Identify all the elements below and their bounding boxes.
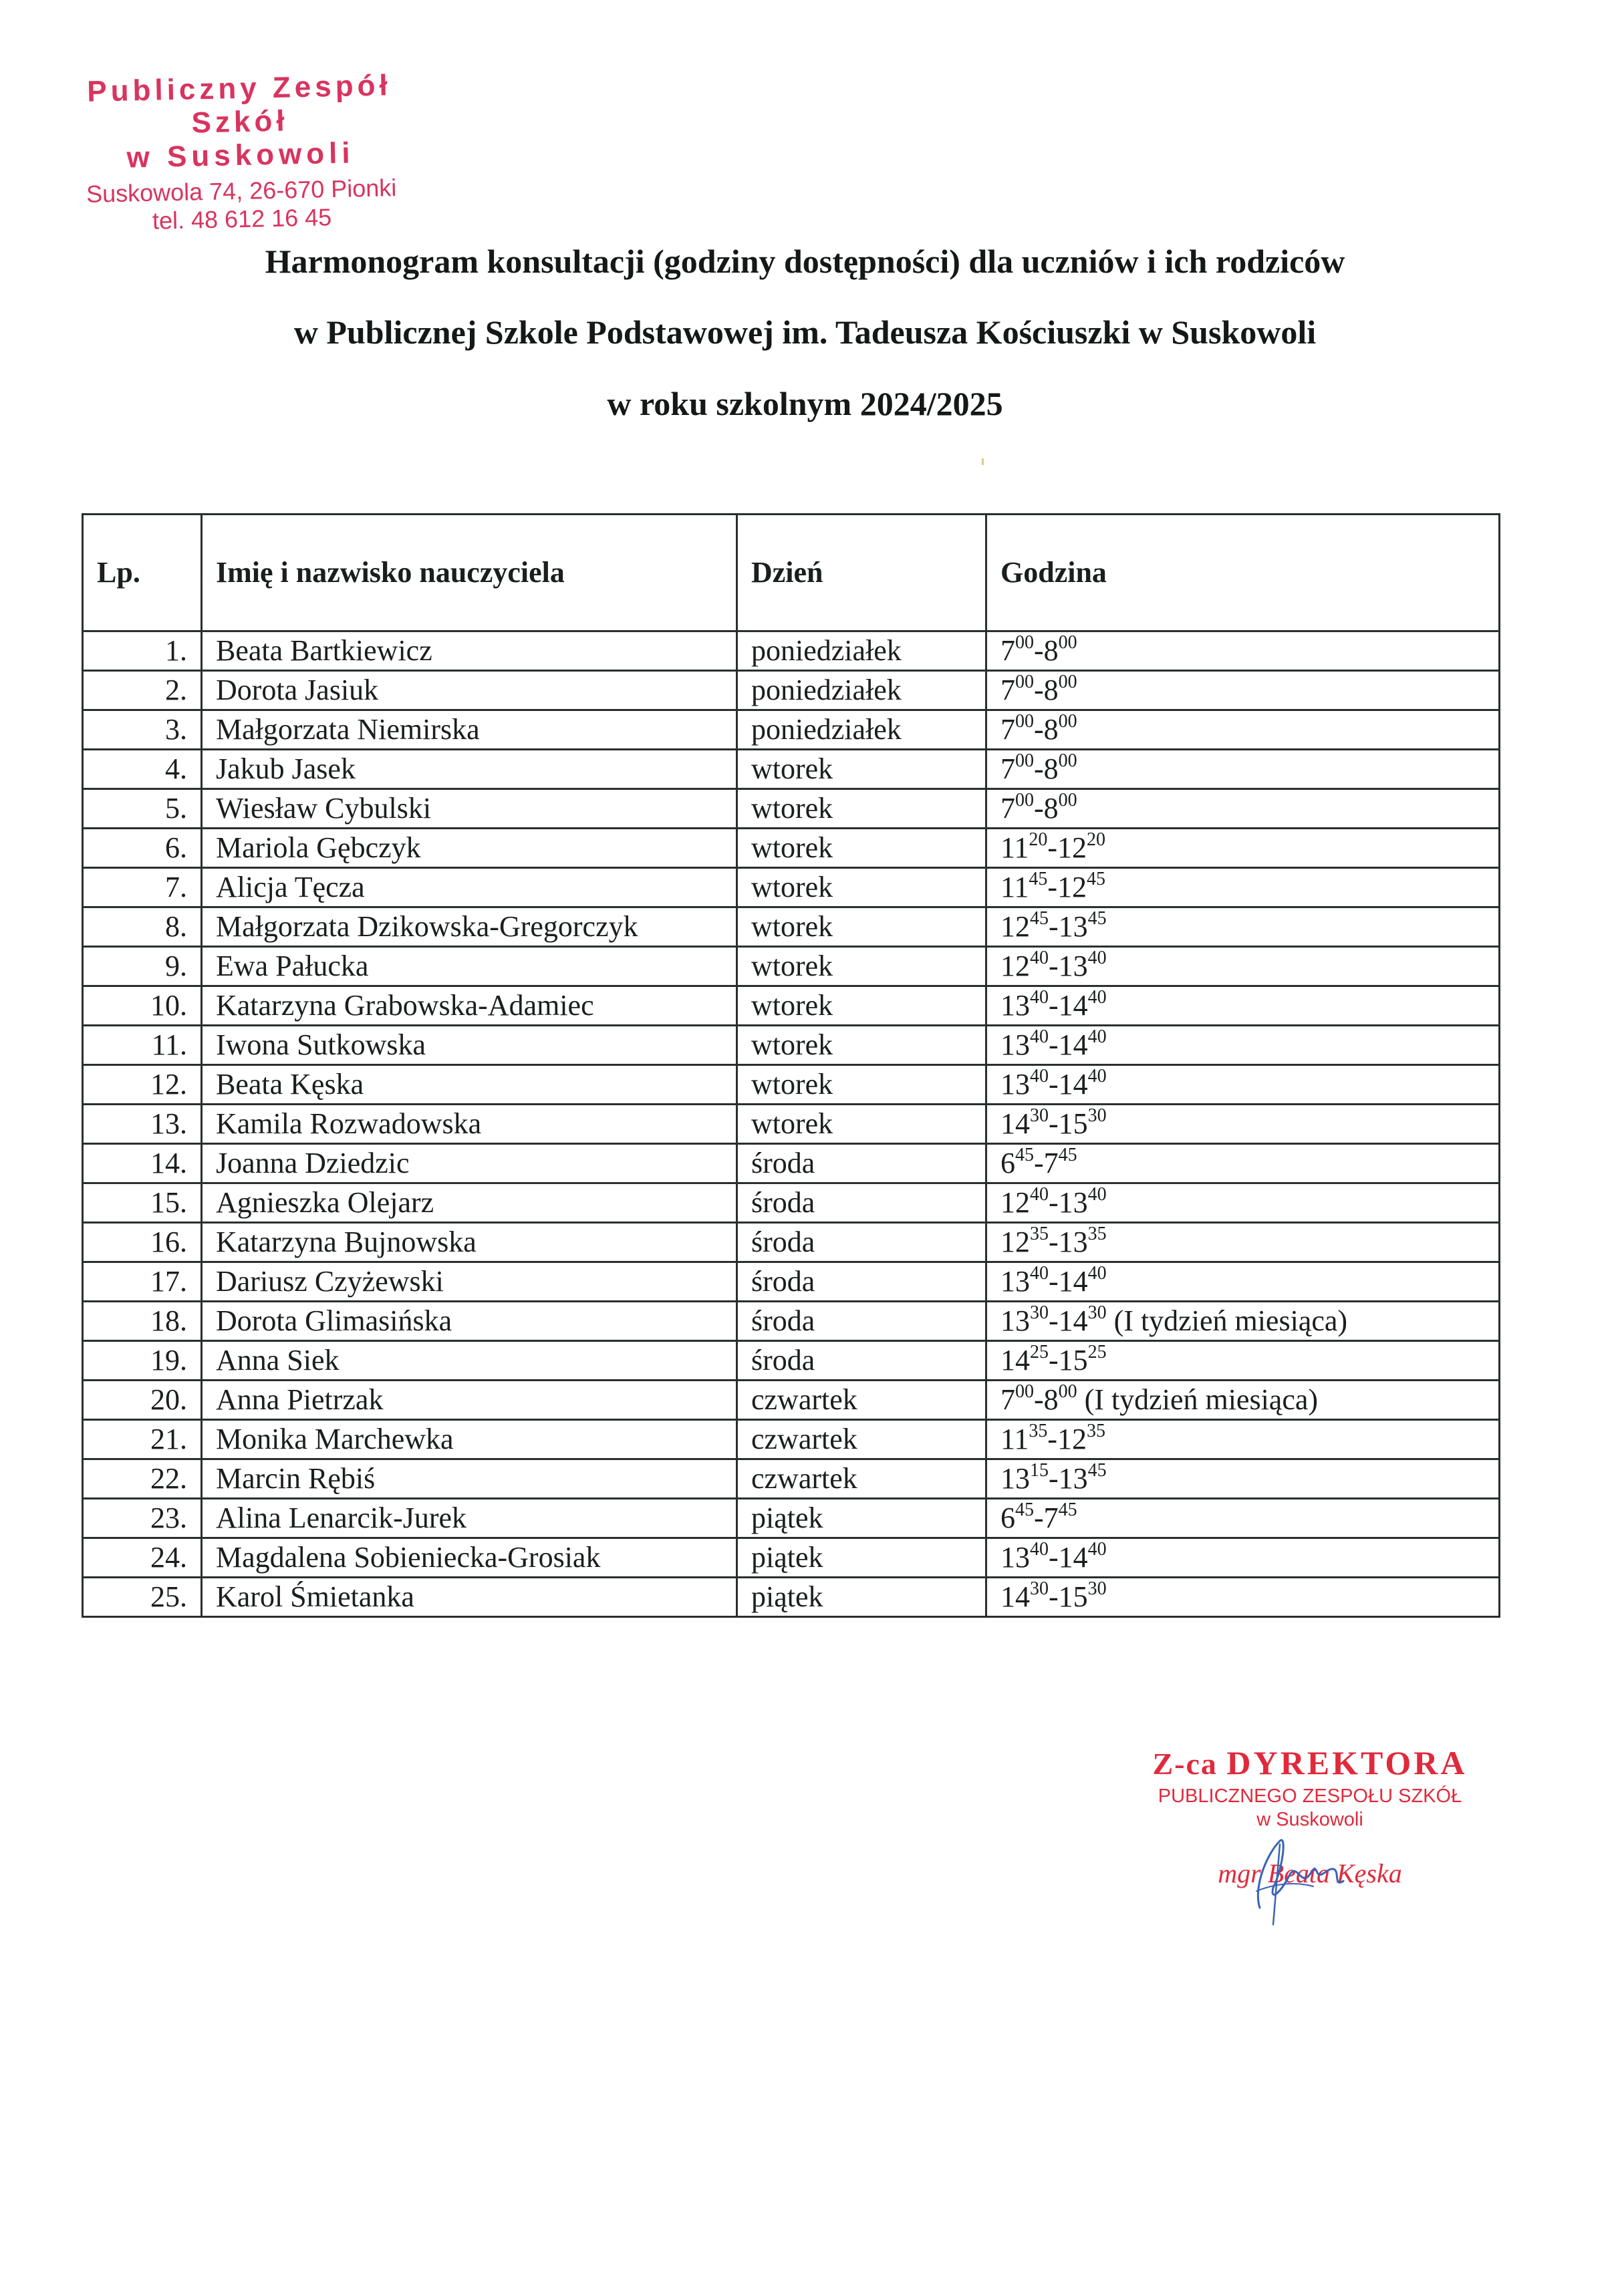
row-day: wtorek	[737, 829, 986, 868]
time-separator: -	[1047, 831, 1058, 864]
row-day: poniedziałek	[737, 710, 986, 750]
row-time	[986, 789, 1500, 829]
time-from-minute: 35	[1029, 1421, 1048, 1441]
table-row	[83, 710, 1500, 750]
row-time	[986, 1302, 1500, 1341]
time-from-minute: 45	[1015, 1499, 1034, 1520]
row-teacher-name: Anna Siek	[202, 1341, 737, 1381]
row-day: piątek	[737, 1538, 986, 1578]
time-to-minute: 00	[1058, 790, 1077, 811]
time-to-minute: 45	[1058, 1145, 1077, 1165]
row-teacher-name: Joanna Dziedzic	[202, 1144, 737, 1183]
table-row	[83, 986, 1500, 1026]
time-to-minute: 30	[1087, 1302, 1107, 1323]
time-from-minute: 40	[1030, 987, 1049, 1008]
row-lp: 2.	[83, 671, 202, 710]
table-row	[83, 1262, 1500, 1302]
row-lp: 15.	[83, 1183, 202, 1223]
time-to-hour: 8	[1043, 752, 1059, 785]
time-to-hour: 14	[1058, 1028, 1088, 1061]
time-to-minute: 30	[1087, 1105, 1107, 1126]
row-day: wtorek	[737, 1065, 986, 1105]
time-to-hour: 8	[1043, 634, 1059, 667]
row-lp: 7.	[83, 868, 202, 907]
table-row	[83, 868, 1500, 907]
time-from-hour: 13	[1000, 1304, 1030, 1337]
row-day: wtorek	[737, 986, 986, 1026]
time-from-minute: 40	[1030, 1026, 1049, 1047]
row-time	[986, 1381, 1500, 1420]
row-teacher-name: Magdalena Sobieniecka-Grosiak	[202, 1538, 737, 1578]
table-body	[83, 631, 1500, 1617]
row-time	[986, 829, 1500, 868]
row-teacher-name: Dorota Glimasińska	[202, 1302, 737, 1341]
time-to-minute: 20	[1087, 829, 1106, 850]
table-row	[83, 750, 1500, 789]
document-title-line-2: w Publicznej Szkole Podstawowej im. Tadeusza Kościuszki w Suskowoli	[293, 313, 1317, 351]
row-day: środa	[737, 1183, 986, 1223]
time-from-minute: 40	[1030, 1539, 1049, 1560]
time-separator: -	[1049, 950, 1059, 982]
time-separator: -	[1034, 1501, 1044, 1534]
row-day: czwartek	[737, 1420, 986, 1459]
row-lp: 17.	[83, 1262, 202, 1302]
row-time	[986, 1420, 1500, 1459]
time-from-minute: 25	[1030, 1342, 1049, 1362]
time-from-minute: 45	[1029, 869, 1048, 889]
table-row	[83, 1381, 1500, 1420]
time-to-minute: 35	[1087, 1421, 1106, 1441]
time-to-hour: 12	[1057, 871, 1087, 903]
time-to-minute: 25	[1087, 1342, 1107, 1362]
time-from-minute: 00	[1015, 790, 1034, 811]
row-time	[986, 1183, 1500, 1223]
row-time	[986, 868, 1500, 907]
time-to-hour: 14	[1058, 1265, 1088, 1298]
time-separator: -	[1034, 634, 1044, 667]
time-from-minute: 35	[1030, 1224, 1049, 1244]
row-day: środa	[737, 1262, 986, 1302]
time-to-minute: 40	[1087, 1263, 1107, 1284]
time-to-hour: 15	[1058, 1107, 1088, 1140]
row-lp: 19.	[83, 1341, 202, 1381]
time-to-hour: 7	[1043, 1147, 1059, 1179]
time-from-hour: 13	[1000, 1541, 1030, 1574]
time-from-minute: 30	[1030, 1578, 1049, 1599]
time-separator: -	[1049, 989, 1059, 1022]
row-teacher-name: Alina Lenarcik-Jurek	[202, 1499, 737, 1538]
time-from-minute: 40	[1030, 1184, 1049, 1205]
row-time	[986, 1262, 1500, 1302]
time-from-hour: 13	[1000, 1028, 1030, 1061]
time-from-minute: 00	[1015, 711, 1034, 732]
stamp-role-title: DYREKTORA	[1226, 1744, 1468, 1781]
table-row	[83, 1420, 1500, 1459]
document-title-line-1: Harmonogram konsultacji (godziny dostępności) dla uczniów i ich rodziców	[265, 243, 1345, 280]
time-to-minute: 40	[1087, 987, 1107, 1008]
row-day: środa	[737, 1223, 986, 1262]
table-row	[83, 1578, 1500, 1617]
time-to-minute: 00	[1058, 632, 1077, 653]
time-separator: -	[1049, 1107, 1059, 1140]
time-separator: -	[1034, 1383, 1044, 1416]
table-row	[83, 1538, 1500, 1578]
stamp-phone: tel. 48 612 16 45	[152, 203, 332, 235]
row-lp: 16.	[83, 1223, 202, 1262]
time-from-minute: 45	[1030, 908, 1049, 929]
time-from-minute: 00	[1015, 1381, 1034, 1402]
time-to-hour: 12	[1057, 831, 1087, 864]
row-teacher-name: Mariola Gębczyk	[202, 829, 737, 868]
time-separator: -	[1049, 1344, 1059, 1377]
time-to-minute: 45	[1087, 1460, 1107, 1481]
row-teacher-name: Katarzyna Grabowska-Adamiec	[202, 986, 737, 1026]
table-row	[83, 671, 1500, 710]
stamp-role-prefix: Z-ca	[1152, 1747, 1218, 1781]
time-to-hour: 7	[1043, 1501, 1059, 1534]
row-day: wtorek	[737, 1105, 986, 1144]
table-row	[83, 1144, 1500, 1183]
row-time	[986, 1538, 1500, 1578]
row-day: wtorek	[737, 1026, 986, 1065]
time-to-hour: 8	[1043, 674, 1059, 706]
time-separator: -	[1049, 1541, 1059, 1574]
time-separator: -	[1049, 1068, 1059, 1101]
time-separator: -	[1047, 1423, 1058, 1455]
row-lp: 3.	[83, 710, 202, 750]
time-from-hour: 7	[1000, 674, 1015, 706]
stamp-signatory-name: mgr Beata Kęska	[1218, 1858, 1402, 1888]
time-from-hour: 6	[1000, 1147, 1015, 1179]
table-row	[83, 947, 1500, 986]
row-lp: 4.	[83, 750, 202, 789]
header-time: Godzina	[986, 515, 1500, 631]
header-lp: Lp.	[83, 515, 202, 631]
school-stamp	[52, 68, 430, 237]
row-teacher-name: Agnieszka Olejarz	[202, 1183, 737, 1223]
row-day: czwartek	[737, 1459, 986, 1499]
time-to-minute: 00	[1058, 750, 1077, 771]
row-day: środa	[737, 1144, 986, 1183]
time-from-hour: 11	[1000, 831, 1029, 864]
time-separator: -	[1049, 1304, 1059, 1337]
stamp-role	[1109, 1745, 1510, 1781]
consultation-schedule-table	[82, 513, 1500, 1618]
time-to-hour: 13	[1058, 1186, 1088, 1219]
time-to-minute: 40	[1087, 1539, 1107, 1560]
row-day: wtorek	[737, 947, 986, 986]
row-lp: 22.	[83, 1459, 202, 1499]
time-from-minute: 40	[1030, 948, 1049, 968]
time-from-hour: 7	[1000, 634, 1015, 667]
time-from-hour: 7	[1000, 1383, 1015, 1416]
table-row	[83, 1026, 1500, 1065]
row-day: wtorek	[737, 907, 986, 947]
stamp-place: w Suskowoli	[1256, 1809, 1363, 1830]
row-lp: 20.	[83, 1381, 202, 1420]
row-lp: 24.	[83, 1538, 202, 1578]
time-from-hour: 12	[1000, 1186, 1030, 1219]
time-to-hour: 14	[1058, 989, 1088, 1022]
row-lp: 8.	[83, 907, 202, 947]
time-separator: -	[1049, 1265, 1059, 1298]
time-from-minute: 30	[1030, 1105, 1049, 1126]
row-time	[986, 1341, 1500, 1381]
row-day: poniedziałek	[737, 671, 986, 710]
time-from-minute: 40	[1030, 1066, 1049, 1087]
row-lp: 10.	[83, 986, 202, 1026]
time-separator: -	[1034, 674, 1044, 706]
time-from-minute: 15	[1030, 1460, 1049, 1481]
scan-artifact-mark	[982, 458, 984, 465]
time-to-hour: 8	[1043, 1383, 1059, 1416]
time-separator: -	[1047, 871, 1058, 903]
row-time	[986, 750, 1500, 789]
time-to-hour: 13	[1058, 950, 1088, 982]
row-lp: 13.	[83, 1105, 202, 1144]
row-day: wtorek	[737, 750, 986, 789]
time-separator: -	[1034, 1147, 1044, 1179]
row-teacher-name: Alicja Tęcza	[202, 868, 737, 907]
table-row	[83, 1341, 1500, 1381]
row-day: wtorek	[737, 789, 986, 829]
time-to-minute: 45	[1058, 1499, 1077, 1520]
time-separator: -	[1049, 1462, 1059, 1495]
row-teacher-name: Iwona Sutkowska	[202, 1026, 737, 1065]
row-time	[986, 1459, 1500, 1499]
time-to-minute: 40	[1087, 1066, 1107, 1087]
table-row	[83, 1065, 1500, 1105]
row-lp: 9.	[83, 947, 202, 986]
time-from-minute: 00	[1015, 750, 1034, 771]
time-to-hour: 8	[1043, 792, 1059, 825]
time-from-hour: 12	[1000, 910, 1030, 943]
row-teacher-name: Dorota Jasiuk	[202, 671, 737, 710]
time-from-hour: 14	[1000, 1580, 1030, 1613]
stamp-school-location: w Suskowoli	[126, 136, 356, 174]
time-separator: -	[1034, 792, 1044, 825]
row-time	[986, 631, 1500, 671]
row-day: piątek	[737, 1578, 986, 1617]
time-separator: -	[1049, 910, 1059, 943]
time-from-hour: 11	[1000, 1423, 1029, 1455]
table-header-row	[83, 515, 1500, 631]
time-separator: -	[1034, 713, 1044, 746]
table-row	[83, 1105, 1500, 1144]
row-teacher-name: Kamila Rozwadowska	[202, 1105, 737, 1144]
time-to-minute: 35	[1087, 1224, 1107, 1244]
time-to-minute: 30	[1087, 1578, 1107, 1599]
row-time	[986, 671, 1500, 710]
row-time	[986, 947, 1500, 986]
time-from-hour: 13	[1000, 1462, 1030, 1495]
stamp-school-name: Publiczny Zespół Szkół	[86, 69, 392, 140]
time-from-minute: 20	[1029, 829, 1048, 850]
row-lp: 23.	[83, 1499, 202, 1538]
time-from-hour: 11	[1000, 871, 1029, 903]
time-from-hour: 13	[1000, 1068, 1030, 1101]
table-row	[83, 1223, 1500, 1262]
time-separator: -	[1049, 1186, 1059, 1219]
row-day: środa	[737, 1302, 986, 1341]
time-to-hour: 13	[1058, 1462, 1088, 1495]
row-teacher-name: Małgorzata Dzikowska-Gregorczyk	[202, 907, 737, 947]
row-time	[986, 1499, 1500, 1538]
time-from-minute: 40	[1030, 1263, 1049, 1284]
time-separator: -	[1034, 752, 1044, 785]
time-to-hour: 15	[1058, 1580, 1088, 1613]
stamp-institution: PUBLICZNEGO ZESPOŁU SZKÓŁ	[1158, 1785, 1462, 1807]
table-row	[83, 829, 1500, 868]
table-row	[83, 1499, 1500, 1538]
time-to-minute: 40	[1087, 1184, 1107, 1205]
row-day: poniedziałek	[737, 631, 986, 671]
row-lp: 14.	[83, 1144, 202, 1183]
time-to-hour: 14	[1058, 1304, 1088, 1337]
row-teacher-name: Beata Kęska	[202, 1065, 737, 1105]
row-time	[986, 1026, 1500, 1065]
time-to-minute: 00	[1058, 1381, 1077, 1402]
time-separator: -	[1049, 1580, 1059, 1613]
row-teacher-name: Beata Bartkiewicz	[202, 631, 737, 671]
row-day: czwartek	[737, 1381, 986, 1420]
time-to-minute: 40	[1087, 1026, 1107, 1047]
time-from-minute: 30	[1030, 1302, 1049, 1323]
row-day: wtorek	[737, 868, 986, 907]
time-to-hour: 15	[1058, 1344, 1088, 1377]
table-row	[83, 907, 1500, 947]
header-day: Dzień	[737, 515, 986, 631]
time-to-minute: 45	[1087, 908, 1107, 929]
time-to-hour: 12	[1057, 1423, 1087, 1455]
row-teacher-name: Karol Śmietanka	[202, 1578, 737, 1617]
time-from-hour: 6	[1000, 1501, 1015, 1534]
row-time	[986, 710, 1500, 750]
time-separator: -	[1049, 1028, 1059, 1061]
row-lp: 5.	[83, 789, 202, 829]
header-teacher-name: Imię i nazwisko nauczyciela	[202, 515, 737, 631]
row-time	[986, 1223, 1500, 1262]
row-teacher-name: Katarzyna Bujnowska	[202, 1223, 737, 1262]
time-to-hour: 13	[1058, 910, 1088, 943]
time-to-minute: 00	[1058, 672, 1077, 692]
time-from-hour: 12	[1000, 950, 1030, 982]
row-teacher-name: Monika Marchewka	[202, 1420, 737, 1459]
table-row	[83, 1183, 1500, 1223]
row-time	[986, 1578, 1500, 1617]
table-row	[83, 789, 1500, 829]
row-time	[986, 1065, 1500, 1105]
time-from-minute: 00	[1015, 672, 1034, 692]
time-to-minute: 45	[1087, 869, 1106, 889]
row-lp: 11.	[83, 1026, 202, 1065]
document-title-line-3: w roku szkolnym 2024/2025	[607, 385, 1003, 422]
handwritten-signature-icon	[1233, 1828, 1367, 1928]
row-lp: 6.	[83, 829, 202, 868]
time-to-minute: 00	[1058, 711, 1077, 732]
row-time	[986, 986, 1500, 1026]
time-note: (I tydzień miesiąca)	[1084, 1383, 1319, 1416]
time-separator: -	[1049, 1226, 1059, 1258]
time-from-minute: 45	[1015, 1145, 1034, 1165]
time-to-hour: 8	[1043, 713, 1059, 746]
row-lp: 1.	[83, 631, 202, 671]
time-to-minute: 40	[1087, 948, 1107, 968]
time-from-hour: 7	[1000, 792, 1015, 825]
time-from-hour: 14	[1000, 1107, 1030, 1140]
row-teacher-name: Anna Pietrzak	[202, 1381, 737, 1420]
time-from-hour: 7	[1000, 752, 1015, 785]
row-teacher-name: Wiesław Cybulski	[202, 789, 737, 829]
row-teacher-name: Małgorzata Niemirska	[202, 710, 737, 750]
time-from-hour: 13	[1000, 989, 1030, 1022]
time-from-hour: 14	[1000, 1344, 1030, 1377]
table-row	[83, 631, 1500, 671]
row-lp: 12.	[83, 1065, 202, 1105]
row-time	[986, 1105, 1500, 1144]
time-from-hour: 7	[1000, 713, 1015, 746]
row-lp: 18.	[83, 1302, 202, 1341]
time-from-minute: 00	[1015, 632, 1034, 653]
row-day: środa	[737, 1341, 986, 1381]
time-to-hour: 14	[1058, 1541, 1088, 1574]
table-row	[83, 1302, 1500, 1341]
row-lp: 21.	[83, 1420, 202, 1459]
time-from-hour: 12	[1000, 1226, 1030, 1258]
time-to-hour: 14	[1058, 1068, 1088, 1101]
time-note: (I tydzień miesiąca)	[1113, 1304, 1348, 1337]
row-time	[986, 1144, 1500, 1183]
time-from-hour: 13	[1000, 1265, 1030, 1298]
row-teacher-name: Jakub Jasek	[202, 750, 737, 789]
table-row	[83, 1459, 1500, 1499]
row-lp: 25.	[83, 1578, 202, 1617]
stamp-address: Suskowola 74, 26-670 Pionki	[86, 174, 397, 208]
row-teacher-name: Dariusz Czyżewski	[202, 1262, 737, 1302]
row-time	[986, 907, 1500, 947]
time-to-hour: 13	[1058, 1226, 1088, 1258]
row-teacher-name: Ewa Pałucka	[202, 947, 737, 986]
row-teacher-name: Marcin Rębiś	[202, 1459, 737, 1499]
row-day: piątek	[737, 1499, 986, 1538]
